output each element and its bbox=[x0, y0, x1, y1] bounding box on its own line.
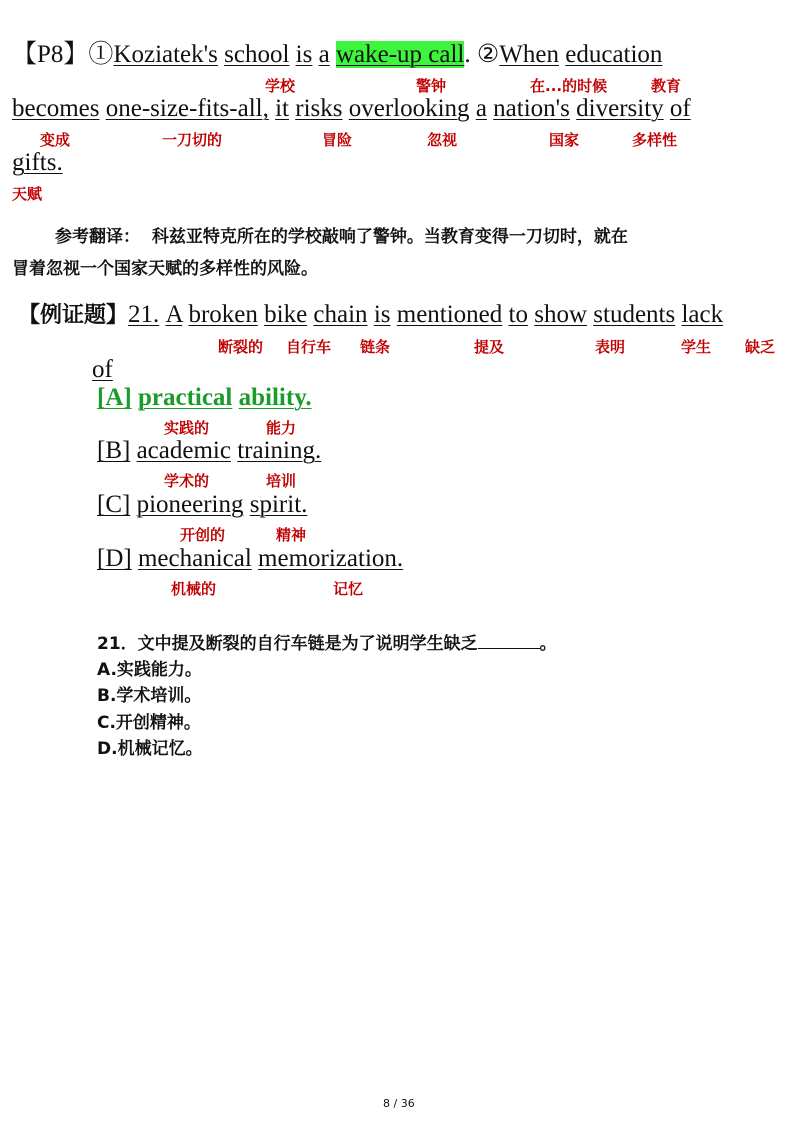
option-c bbox=[97, 490, 307, 520]
translation-line-2: 冒着忽视一个国家天赋的多样性的风险。 bbox=[12, 259, 318, 279]
gloss: 学生 bbox=[681, 338, 712, 356]
word: of bbox=[669, 95, 691, 122]
gloss: 断裂的 bbox=[218, 338, 264, 356]
word: becomes bbox=[12, 95, 100, 122]
question-cn-option-d: D.机械记忆。 bbox=[97, 739, 203, 759]
word: is bbox=[373, 301, 391, 328]
option-letter: [B] bbox=[97, 437, 131, 464]
gloss: 能力 bbox=[266, 419, 297, 437]
option-letter: [C] bbox=[97, 491, 131, 518]
translation-line-1 bbox=[55, 226, 628, 248]
word: Koziatek's bbox=[113, 41, 218, 68]
punct: . bbox=[464, 41, 471, 68]
gloss: 缺乏 bbox=[745, 338, 776, 356]
gloss: 表明 bbox=[595, 338, 626, 356]
translation-label: 参考翻译： bbox=[55, 227, 140, 247]
question-number: 21. bbox=[128, 301, 160, 328]
question-cn-option-c: C.开创精神。 bbox=[97, 713, 201, 733]
word: When bbox=[499, 41, 559, 68]
gloss: 链条 bbox=[360, 338, 391, 356]
word: pioneering bbox=[136, 491, 244, 518]
gloss: 天赋 bbox=[12, 185, 43, 203]
word: is bbox=[295, 41, 313, 68]
question-cn-option-b: B.学术培训。 bbox=[97, 686, 202, 706]
gloss: 学校 bbox=[265, 77, 296, 95]
gloss: 冒险 bbox=[322, 131, 353, 149]
word: gifts. bbox=[12, 149, 63, 176]
word: education bbox=[565, 41, 663, 68]
word: academic bbox=[136, 437, 231, 464]
option-b bbox=[97, 436, 321, 466]
word: a bbox=[318, 41, 330, 68]
word: practical bbox=[137, 384, 233, 411]
gloss: 实践的 bbox=[164, 419, 210, 437]
word: chain bbox=[313, 301, 368, 328]
word: students bbox=[593, 301, 676, 328]
question-cn-stem bbox=[97, 632, 557, 655]
word: show bbox=[534, 301, 588, 328]
word: of bbox=[92, 356, 113, 383]
question-cn-option-a: A.实践能力。 bbox=[97, 660, 202, 680]
gloss: 多样性 bbox=[632, 131, 678, 149]
translation-text: 科兹亚特克所在的学校敲响了警钟。当教育变得一刀切时，就在 bbox=[151, 227, 628, 247]
word: ability. bbox=[238, 384, 312, 411]
word: school bbox=[224, 41, 290, 68]
word: A bbox=[165, 301, 183, 328]
gloss: 记忆 bbox=[333, 580, 364, 598]
word: it bbox=[275, 95, 289, 122]
p8-line-2 bbox=[12, 94, 691, 124]
gloss: 自行车 bbox=[286, 338, 332, 356]
highlighted-phrase: wake-up call bbox=[335, 41, 465, 68]
gloss: 在...的时候 bbox=[530, 77, 608, 95]
gloss: 机械的 bbox=[171, 580, 217, 598]
gloss: 提及 bbox=[474, 338, 505, 356]
question-cn-text: 21．文中提及断裂的自行车链是为了说明学生缺乏 bbox=[97, 634, 478, 654]
word: nation's bbox=[493, 95, 570, 122]
example-tag: 【例证题】 bbox=[18, 303, 129, 328]
option-letter: [D] bbox=[97, 545, 132, 572]
gloss: 教育 bbox=[651, 77, 682, 95]
word: one-size-fits-all, bbox=[105, 95, 269, 122]
example-line-1 bbox=[18, 300, 723, 331]
gloss: 忽视 bbox=[427, 131, 458, 149]
gloss: 学术的 bbox=[164, 472, 210, 490]
gloss: 开创的 bbox=[180, 526, 226, 544]
word: to bbox=[508, 301, 528, 328]
gloss: 培训 bbox=[266, 472, 297, 490]
circle-num-2: ② bbox=[476, 41, 500, 68]
word: lack bbox=[681, 301, 724, 328]
option-a bbox=[97, 383, 312, 413]
word: bike bbox=[264, 301, 308, 328]
p8-tag: 【P8】 bbox=[12, 41, 89, 68]
word: diversity bbox=[576, 95, 664, 122]
word: overlooking bbox=[348, 95, 470, 122]
page-number: 8 / 36 bbox=[383, 1097, 415, 1110]
word: spirit. bbox=[249, 491, 308, 518]
word: training. bbox=[237, 437, 322, 464]
example-line-2 bbox=[92, 355, 113, 385]
word: risks bbox=[295, 95, 343, 122]
word: mentioned bbox=[396, 301, 503, 328]
circle-num-1: ① bbox=[88, 41, 114, 68]
gloss: 警钟 bbox=[416, 77, 447, 95]
option-d bbox=[97, 544, 403, 574]
answer-blank bbox=[478, 632, 540, 649]
word: a bbox=[475, 95, 487, 122]
word: memorization. bbox=[258, 545, 404, 572]
p8-line-1 bbox=[12, 40, 662, 70]
p8-line-3 bbox=[12, 148, 63, 178]
gloss: 国家 bbox=[549, 131, 580, 149]
option-letter: [A] bbox=[97, 384, 132, 411]
word: mechanical bbox=[137, 545, 252, 572]
word: broken bbox=[188, 301, 258, 328]
gloss: 变成 bbox=[40, 131, 71, 149]
gloss: 一刀切的 bbox=[162, 131, 223, 149]
gloss: 精神 bbox=[276, 526, 307, 544]
question-cn-end: 。 bbox=[539, 634, 557, 654]
